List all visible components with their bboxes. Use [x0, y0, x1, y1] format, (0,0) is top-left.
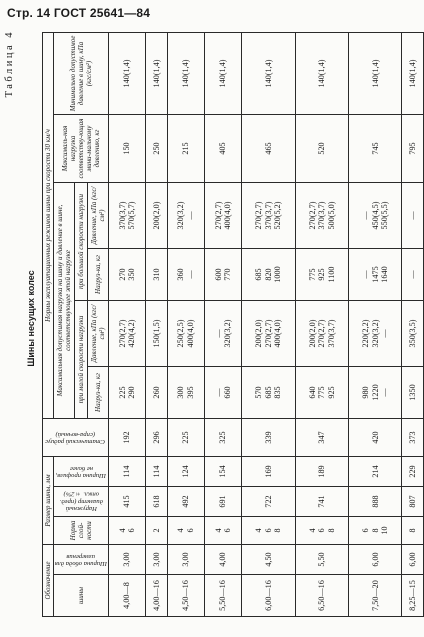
- max-load-cell: 745: [349, 115, 402, 183]
- low-load-cell: 225 290: [109, 367, 146, 419]
- high-pressure-cell: 200(2,0): [146, 183, 167, 249]
- header-low-pressure: Давление, кПа (кгс/см²): [87, 301, 108, 367]
- ply-cell: 2: [146, 517, 167, 545]
- low-load-cell: 300 395: [167, 367, 204, 419]
- ply-cell: 4 6 8: [295, 517, 348, 545]
- header-designation: Обозначение: [43, 545, 54, 617]
- low-pressure-cell: 250(2,5) 400(4,0): [167, 301, 204, 367]
- diameter-cell: 807: [402, 487, 423, 517]
- max-load-cell: 150: [109, 115, 146, 183]
- table-row: [167, 33, 204, 617]
- header-min-pressure: Минимально допустимое давление в шину, кПа (кгс/см²): [54, 33, 109, 115]
- rim-cell: 6,00: [349, 545, 402, 575]
- low-load-cell: — 660: [204, 367, 241, 419]
- radius-cell: 192: [109, 419, 146, 457]
- diameter-cell: 492: [167, 487, 204, 517]
- header-static-radius: Статический радиус (спра-вочный): [43, 419, 109, 457]
- high-load-cell: 685 820 1000: [242, 249, 295, 301]
- tire-spec-table: [42, 32, 424, 617]
- high-pressure-cell: — 450(4,5) 550(5,5): [349, 183, 402, 249]
- radius-cell: 420: [349, 419, 402, 457]
- min-pressure-cell: 140(1,4): [167, 33, 204, 115]
- tire-cell: 8,25—15: [402, 575, 423, 617]
- min-pressure-cell: 140(1,4): [109, 33, 146, 115]
- min-pressure-cell: 140(1,4): [295, 33, 348, 115]
- header-max-load: Максимальная допустимая нагрузка на шину и давление в шине, соответствующее этой нагрузке: [54, 183, 75, 419]
- rim-cell: 3,00: [167, 545, 204, 575]
- high-load-cell: 360 —: [167, 249, 204, 301]
- header-ply-rating: Норма слой-ности: [54, 517, 109, 545]
- low-pressure-cell: 220(2,2) 320(3,2) —: [349, 301, 402, 367]
- low-load-cell: 640 775 925: [295, 367, 348, 419]
- low-pressure-cell: 270(2,7) 420(4,2): [109, 301, 146, 367]
- header-operating-norms: Нормы эксплуатационных режимов шины при скорости 30 км/ч: [43, 33, 54, 419]
- header-high-speed: при большой скорости нагрузки: [75, 183, 87, 301]
- header-rim-width: Ширина обода для измерения: [54, 545, 109, 575]
- low-pressure-cell: — 320(3,2): [204, 301, 241, 367]
- tire-cell: 5,50—16: [204, 575, 241, 617]
- rim-cell: 4,50: [242, 545, 295, 575]
- high-load-cell: 600 770: [204, 249, 241, 301]
- high-pressure-cell: —: [402, 183, 423, 249]
- diameter-cell: 691: [204, 487, 241, 517]
- header-tire: шины: [54, 575, 109, 617]
- min-pressure-cell: 140(1,4): [349, 33, 402, 115]
- tire-cell: 4,00—8: [109, 575, 146, 617]
- table-number: Таблица 4: [4, 30, 15, 98]
- high-load-cell: 270 350: [109, 249, 146, 301]
- low-pressure-cell: 350(3,5): [402, 301, 423, 367]
- low-pressure-cell: 200(2,0) 270(2,7) 370(3,7): [295, 301, 348, 367]
- high-pressure-cell: 320(3,2) —: [167, 183, 204, 249]
- radius-cell: 347: [295, 419, 348, 457]
- width-cell: 229: [402, 457, 423, 487]
- low-pressure-cell: 200(2,0) 270(2,7) 400(4,0): [242, 301, 295, 367]
- max-load-cell: 250: [146, 115, 167, 183]
- header-max-load-min-pressure: Максималь-ная нагрузка соответству-ющая мини-мальному давлению, кг: [54, 115, 109, 183]
- width-cell: 114: [146, 457, 167, 487]
- table-caption: Шины несущих колес: [26, 270, 36, 367]
- ply-cell: 4 6 8: [242, 517, 295, 545]
- table-row: [242, 33, 295, 617]
- high-pressure-cell: 370(3,7) 570(5,7): [109, 183, 146, 249]
- radius-cell: 296: [146, 419, 167, 457]
- rim-cell: 3,00: [109, 545, 146, 575]
- table-row: [295, 33, 348, 617]
- radius-cell: 339: [242, 419, 295, 457]
- diameter-cell: 741: [295, 487, 348, 517]
- radius-cell: 325: [204, 419, 241, 457]
- header-profile-width: Ширина профиля, не более: [54, 457, 109, 487]
- table-row: [204, 33, 241, 617]
- low-load-cell: 1350: [402, 367, 423, 419]
- diameter-cell: 888: [349, 487, 402, 517]
- ply-cell: 4 6: [204, 517, 241, 545]
- low-pressure-cell: 150(1,5): [146, 301, 167, 367]
- rim-cell: 3,00: [146, 545, 167, 575]
- low-load-cell: 570 685 835: [242, 367, 295, 419]
- tire-cell: 6,00—16: [242, 575, 295, 617]
- high-load-cell: 775 925 1100: [295, 249, 348, 301]
- tire-cell: 4,50—16: [167, 575, 204, 617]
- header-outer-diameter: Наружный диаметр (пред. откл. ±2%): [54, 487, 109, 517]
- high-load-cell: — 1475 1640: [349, 249, 402, 301]
- width-cell: 189: [295, 457, 348, 487]
- ply-cell: 4 6: [109, 517, 146, 545]
- tire-cell: 7,50—20: [349, 575, 402, 617]
- radius-cell: 225: [167, 419, 204, 457]
- high-pressure-cell: 270(2,7) 370(3,7) 520(5,2): [242, 183, 295, 249]
- width-cell: 114: [109, 457, 146, 487]
- min-pressure-cell: 140(1,4): [146, 33, 167, 115]
- diameter-cell: 722: [242, 487, 295, 517]
- table-row: [109, 33, 146, 617]
- diameter-cell: 618: [146, 487, 167, 517]
- rim-cell: 6,00: [402, 545, 423, 575]
- low-load-cell: 980 1220 —: [349, 367, 402, 419]
- low-load-cell: 260: [146, 367, 167, 419]
- max-load-cell: 405: [204, 115, 241, 183]
- tire-cell: 4,00—16: [146, 575, 167, 617]
- high-load-cell: 310: [146, 249, 167, 301]
- rim-cell: 5,50: [295, 545, 348, 575]
- max-load-cell: 215: [167, 115, 204, 183]
- table-row: [402, 33, 423, 617]
- header-tire-size: Размер шины, мм: [43, 457, 54, 545]
- min-pressure-cell: 140(1,4): [402, 33, 423, 115]
- width-cell: 154: [204, 457, 241, 487]
- high-pressure-cell: 270(2,7) 370(3,7) 500(5,0): [295, 183, 348, 249]
- high-pressure-cell: 270(2,7) 400(4,0): [204, 183, 241, 249]
- table-row: [349, 33, 402, 617]
- high-load-cell: —: [402, 249, 423, 301]
- min-pressure-cell: 140(1,4): [242, 33, 295, 115]
- width-cell: 169: [242, 457, 295, 487]
- tire-cell: 6,50—16: [295, 575, 348, 617]
- header-low-speed: при малой скорости нагрузки: [75, 301, 87, 419]
- ply-cell: 8: [402, 517, 423, 545]
- max-load-cell: 795: [402, 115, 423, 183]
- ply-cell: 6 8 10: [349, 517, 402, 545]
- width-cell: 214: [349, 457, 402, 487]
- ply-cell: 4 6: [167, 517, 204, 545]
- min-pressure-cell: 140(1,4): [204, 33, 241, 115]
- max-load-cell: 520: [295, 115, 348, 183]
- diameter-cell: 415: [109, 487, 146, 517]
- running-head: Стр. 14 ГОСТ 25641—84: [7, 6, 151, 20]
- header-low-load: Нагруз-ка, кг: [87, 367, 108, 419]
- max-load-cell: 465: [242, 115, 295, 183]
- table-row: [146, 33, 167, 617]
- width-cell: 124: [167, 457, 204, 487]
- header-high-load: Нагруз-ка, кг: [87, 249, 108, 301]
- header-high-pressure: Давление, кПа (кгс/см²): [87, 183, 108, 249]
- rim-cell: 4,00: [204, 545, 241, 575]
- radius-cell: 373: [402, 419, 423, 457]
